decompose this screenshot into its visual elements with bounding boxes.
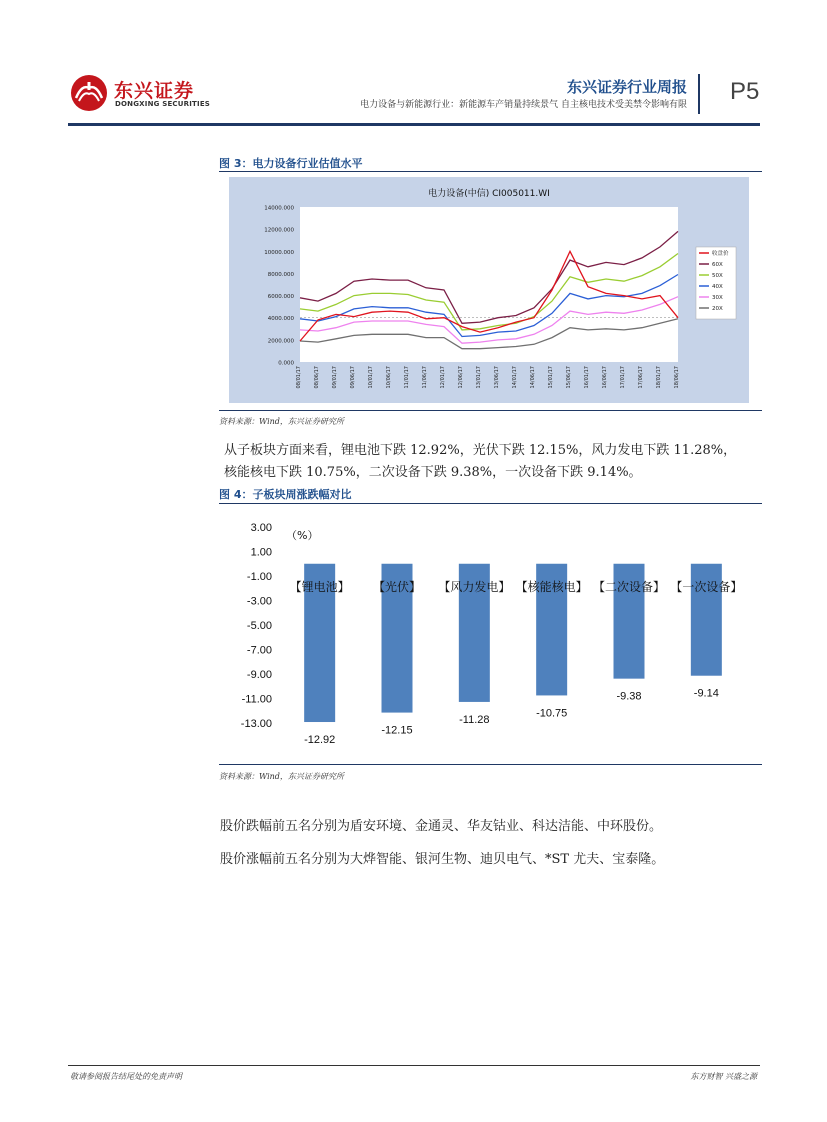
figure3-x-tick-label: 09/01/17 [332,366,338,389]
footer-slogan: 东方财智 兴盛之源 [690,1072,757,1081]
figure4-bottom-rule [219,764,762,765]
figure3-legend-label: 60X [712,262,723,268]
figure4-category-label: 【光伏】 [372,580,422,594]
figure3-x-tick-label: 18/06/17 [674,366,680,389]
figure3-x-tick-label: 08/01/17 [296,366,302,389]
figure3-y-tick-label: 8000.000 [267,271,294,278]
figure4-caption: 图 4：子板块周涨跌幅对比 [219,488,352,501]
figure4-y-tick-label: -5.00 [246,620,272,632]
report-title: 东兴证券行业周报 [566,78,687,96]
figure3-y-tick-label: 14000.000 [264,205,294,212]
logo-text-cn: 东兴证券 [114,80,195,102]
figure3-y-tick-label: 6000.000 [267,294,294,301]
figure3-chart [229,177,749,403]
figure4-y-tick-label: -11.00 [241,693,272,706]
figure3-x-tick-label: 17/06/17 [638,366,644,389]
figure4-y-tick-label: -7.00 [246,644,272,657]
figure3-x-tick-label: 10/01/17 [368,366,374,389]
figure3-x-tick-label: 16/06/17 [602,366,608,389]
figure3-plot-area [300,207,678,362]
decliners-text: 股价跌幅前五名分别为盾安环境、金通灵、华友钴业、科达洁能、中环股份。 [220,819,663,834]
figure3-x-tick-label: 12/06/17 [458,366,464,389]
figure4-category-label: 【风力发电】 [438,580,511,594]
header-divider [698,74,700,114]
figure4-category-label: 【二次设备】 [592,580,666,594]
figure3-legend-label: 20X [712,306,723,312]
figure4-data-label: -11.28 [459,713,490,726]
figure3-chart-title: 电力设备(中信) CI005011.WI [428,189,550,199]
figure3-x-tick-label: 10/06/17 [386,366,392,389]
figure3-x-tick-label: 16/01/17 [584,366,590,389]
figure3-x-tick-label: 15/01/17 [548,366,554,389]
figure4-data-label: -10.75 [536,707,568,720]
figure3-plot [229,177,749,403]
figure3-y-tick-label: 10000.000 [264,249,294,256]
logo-text-en: DONGXING SECURITIES [115,100,211,108]
figure4-y-tick-label: -3.00 [246,595,272,608]
paragraph-line-2: 核能核电下跌 10.75%，二次设备下跌 9.38%，一次设备下跌 9.14%。 [224,465,642,480]
figure4-category-label: 【一次设备】 [670,580,743,594]
report-subtitle: 电力设备与新能源行业：新能源车产销量持续景气 自主核电技术受美禁令影响有限 [360,100,687,110]
figure4-data-label: -12.92 [304,734,336,747]
figure3-x-tick-label: 18/01/17 [656,366,662,389]
figure3-x-tick-label: 17/01/17 [620,366,626,389]
figure4-data-label: -9.38 [616,690,642,703]
figure4-category-label: 【锂电池】 [289,580,350,594]
figure4-y-tick-label: -9.00 [246,669,272,681]
figure3-legend-label: 30X [712,295,723,301]
figure4-top-rule [219,503,762,504]
figure3-legend-label: 收盘价 [712,251,729,257]
page-number: P5 [730,78,760,105]
figure3-y-tick-label: 2000.000 [267,338,294,345]
footer-rule [68,1065,760,1066]
footer-disclaimer: 敬请参阅报告结尾处的免责声明 [70,1072,182,1081]
figure3-x-tick-label: 14/01/17 [512,366,518,389]
figure4-source: 资料来源：Wind，东兴证券研究所 [219,772,344,781]
figure3-x-tick-label: 12/01/17 [440,366,446,389]
figure3-x-tick-label: 08/06/17 [314,366,320,389]
figure4-y-tick-label: 1.00 [250,546,272,559]
figure4-chart [219,512,762,757]
figure3-x-tick-label: 09/06/17 [350,366,356,389]
figure4-data-label: -9.14 [693,687,719,700]
figure3-legend-label: 40X [712,284,723,290]
paragraph-line-1: 从子板块方面来看，锂电池下跌 12.92%，光伏下跌 12.15%，风力发电下跌 11.28%， [224,443,737,458]
company-logo [70,74,211,114]
header-rule [68,123,760,126]
figure3-x-tick-label: 14/06/17 [530,366,536,389]
figure3-y-tick-label: 0.000 [278,360,294,367]
gainers-text: 股价涨幅前五名分别为大烨智能、银河生物、迪贝电气、*ST 尤夫、宝泰隆。 [220,852,665,867]
figure3-x-tick-label: 15/06/17 [566,366,572,389]
figure3-top-rule [219,171,762,172]
logo-mark-icon [70,74,108,112]
figure4-y-tick-label: -1.00 [246,571,272,583]
figure4-category-label: 【核能核电】 [515,580,588,594]
figure3-bottom-rule [219,410,762,411]
figure3-x-tick-label: 11/06/17 [422,366,428,389]
figure3-x-tick-label: 11/01/17 [404,366,410,389]
figure3-x-tick-label: 13/06/17 [494,366,500,389]
figure4-y-tick-label: 3.00 [250,522,272,534]
figure3-caption: 图 3：电力设备行业估值水平 [219,157,363,170]
figure3-y-tick-label: 12000.000 [264,227,294,234]
body-paragraph [224,440,764,484]
figure4-unit-label: （%） [286,529,319,542]
figure4-y-tick-label: -13.00 [240,718,272,730]
figure4-data-label: -12.15 [381,724,413,737]
figure3-y-tick-label: 4000.000 [267,316,294,323]
figure3-source: 资料来源：Wind，东兴证券研究所 [219,417,344,426]
figure3-legend-label: 50X [712,273,723,279]
figure3-x-tick-label: 13/01/17 [476,366,482,389]
